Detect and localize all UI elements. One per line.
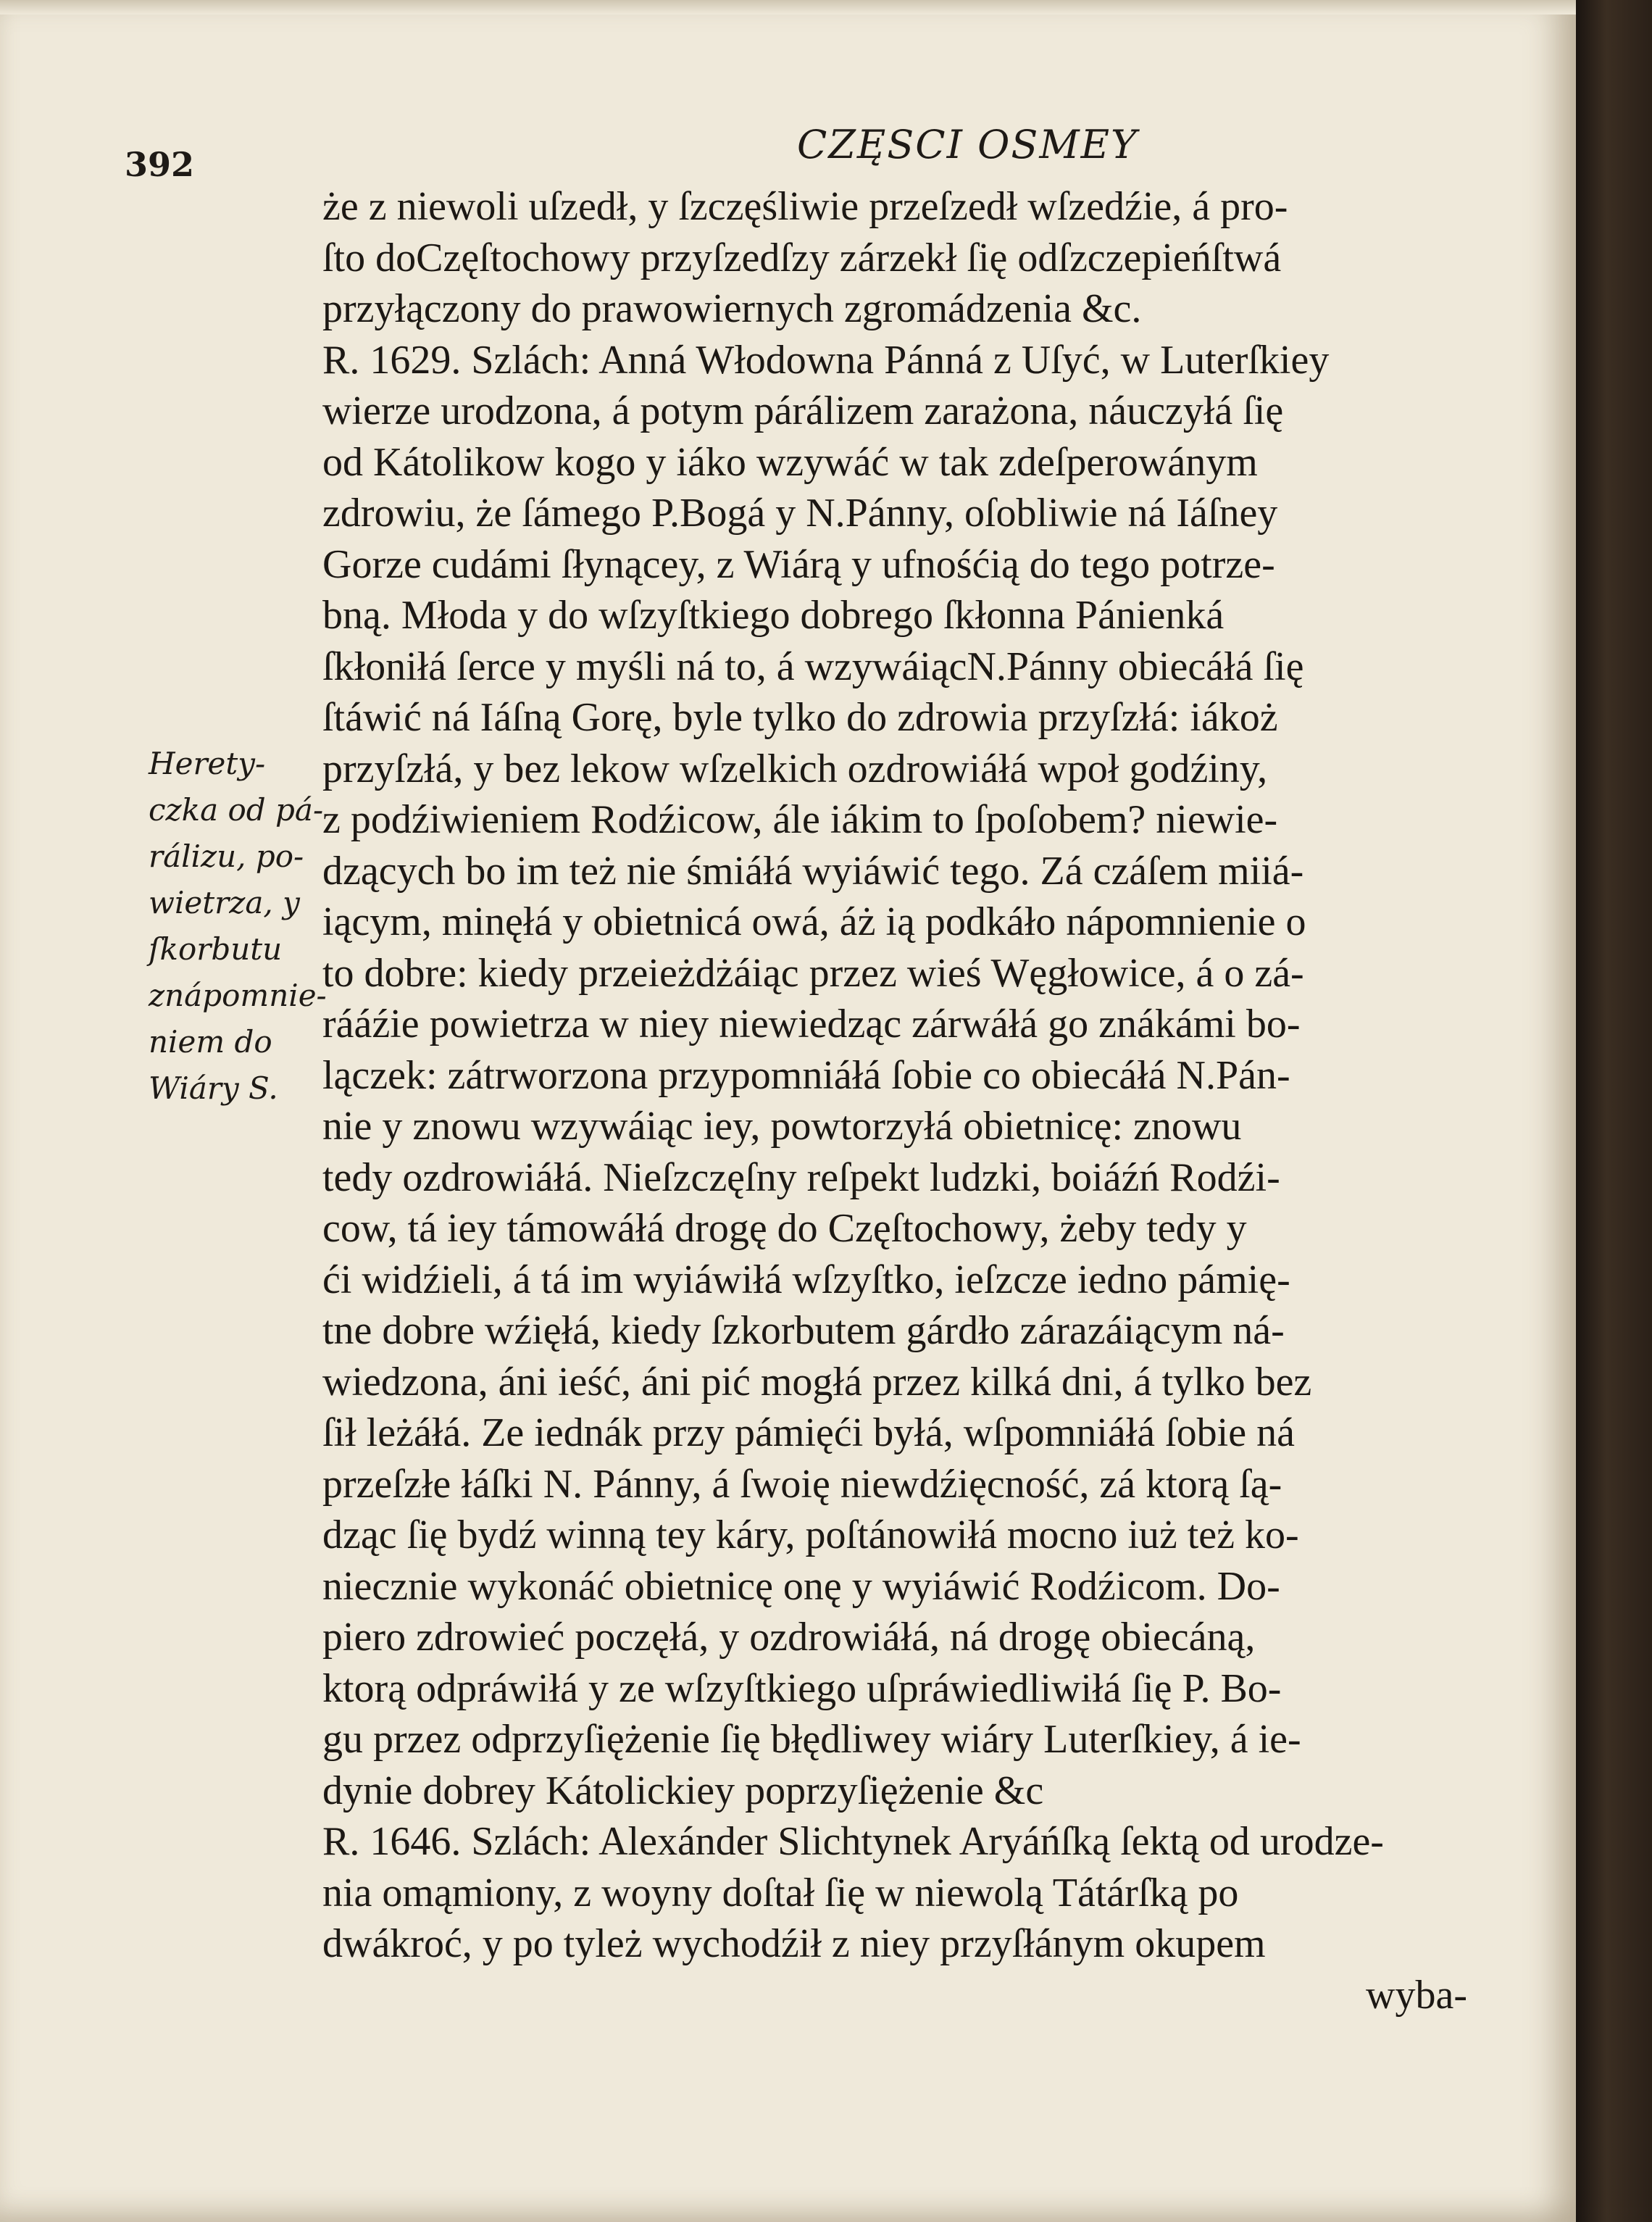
margin-note-line: niem do [149, 1024, 272, 1060]
margin-note-line: czka od pá- [149, 792, 324, 828]
text-line: cow, tá iey támowáłá drogę do Częſtochowy, żeby tedy y [322, 1206, 1247, 1251]
text-line: dynie dobrey Kátolickiey poprzyſiężenie &c [322, 1768, 1044, 1813]
text-line: R. 1646. Szlách: Alexánder Slichtynek Aryáńſką ſektą od urodze- [322, 1819, 1384, 1864]
margin-note-line: znápomnie- [149, 978, 327, 1013]
margin-note-line: wietrza, y [149, 885, 300, 920]
text-line: rááźie powietrza w niey niewiedząc zárwáłá go znákámi bo- [322, 1002, 1301, 1046]
running-title: CZĘSCI OSMEY [797, 122, 1138, 167]
text-line: nie y znowu wzywáiąc iey, powtorzyłá obietnicę: znowu [322, 1104, 1242, 1149]
text-line: wierze urodzona, á potym párálizem zarażona, náuczyłá ſię [322, 388, 1284, 433]
text-line: od Kátolikow kogo y iáko wzywáć w tak zdeſperowánym [322, 439, 1258, 485]
text-line: przyłączony do prawowiernych zgromádzenia &c. [322, 286, 1142, 331]
text-line: ſił leżáłá. Ze iednák przy pámięći byłá, wſpomniáłá ſobie ná [322, 1410, 1295, 1455]
text-line: dzących bo im też nie śmiáłá wyiáwić tego. Zá czáſem miiá- [322, 848, 1304, 894]
text-line: przeſzłe łáſki N. Pánny, á ſwoię niewdźięcność, zá ktorą ſą- [322, 1461, 1282, 1507]
text-line: z podźiwieniem Rodźicow, ále iákim to ſpoſobem? niewie- [322, 797, 1278, 842]
text-line: ſto doCzęſtochowy przyſzedſzy zárzekł ſię odſzczepieńſtwá [322, 235, 1282, 280]
text-line: nia omąmiony, z woyny doſtał ſię w niewolą Tátárſką po [322, 1870, 1239, 1915]
text-line: to dobre: kiedy przeieżdżáiąc przez wieś Węgłowice, á o zá- [322, 950, 1304, 996]
book-gutter [1576, 0, 1652, 2222]
text-line: piero zdrowieć poczęłá, y ozdrowiáłá, ná drogę obiecáną, [322, 1615, 1256, 1660]
margin-note-line: Herety- [149, 746, 266, 781]
text-line: ktorą odpráwiłá y ze wſzyſtkiego uſpráwiedliwiłá ſię P. Bo- [322, 1665, 1282, 1711]
margin-note [149, 741, 327, 1112]
text-line: ſtáwić ná Iáſną Gorę, byle tylko do zdrowia przyſzłá: iákoż [322, 695, 1278, 740]
text-line: dwákroć, y po tyleż wychodźił z niey przyſłánym okupem [322, 1921, 1266, 1966]
text-line: tne dobre wźięłá, kiedy ſzkorbutem gárdło zárazáiącym ná- [322, 1308, 1285, 1353]
body-text [322, 181, 1547, 2021]
margin-note-line: rálizu, po- [149, 839, 304, 874]
text-line: Gorze cudámi ſłynącey, z Wiárą y ufnośćią do tego potrze- [322, 541, 1275, 587]
page-header [0, 116, 1576, 184]
text-line: niecznie wykonáć obietnicę onę y wyiáwić Rodźicom. Do- [322, 1563, 1280, 1609]
page-top-edge [0, 0, 1576, 14]
text-line: dząc ſię bydź winną tey káry, poſtánowiłá mocno iuż też ko- [322, 1512, 1299, 1557]
margin-note-line: ſkorbutu [149, 931, 283, 967]
text-line: ći widźieli, á tá im wyiáwiłá wſzyſtko, ieſzcze iedno pámię- [322, 1257, 1290, 1302]
text-line: tedy ozdrowiáłá. Nieſzczęſny reſpekt ludzki, boiáźń Rodźi- [322, 1154, 1280, 1200]
text-line: przyſzłá, y bez lekow wſzelkich ozdrowiáłá wpoł godźiny, [322, 746, 1268, 791]
catchword: wyba- [1366, 1972, 1467, 2018]
text-line: zdrowiu, że ſámego P.Bogá y N.Pánny, oſobliwie ná Iáſney [322, 491, 1278, 536]
margin-note-line: Wiáry S. [149, 1070, 278, 1106]
text-line: iącym, minęłá y obietnicá owá, áż ią podkáło nápomnienie o [322, 899, 1306, 944]
text-line: R. 1629. Szlách: Anná Włodowna Pánná z Uſyć, w Luterſkiey [322, 337, 1330, 383]
page-number: 392 [125, 145, 195, 184]
text-line: że z niewoli uſzedł, y ſzczęśliwie przeſzedł wſzedźie, á pro- [322, 184, 1288, 229]
text-line: wiedzona, áni ieść, áni pić mogłá przez kilká dni, á tylko bez [322, 1359, 1312, 1405]
text-line: gu przez odprzyſiężenie ſię błędliwey wiáry Luterſkiey, á ie- [322, 1717, 1301, 1762]
text-line: ſkłoniłá ſerce y myśli ná to, á wzywáiącN.Pánny obiecáłá ſię [322, 644, 1304, 689]
text-line: bną. Młoda y do wſzyſtkiego dobrego ſkłonna Pánienká [322, 593, 1225, 638]
text-line: lączek: zátrworzona przypomniáłá ſobie co obiecáłá N.Pán- [322, 1052, 1290, 1098]
